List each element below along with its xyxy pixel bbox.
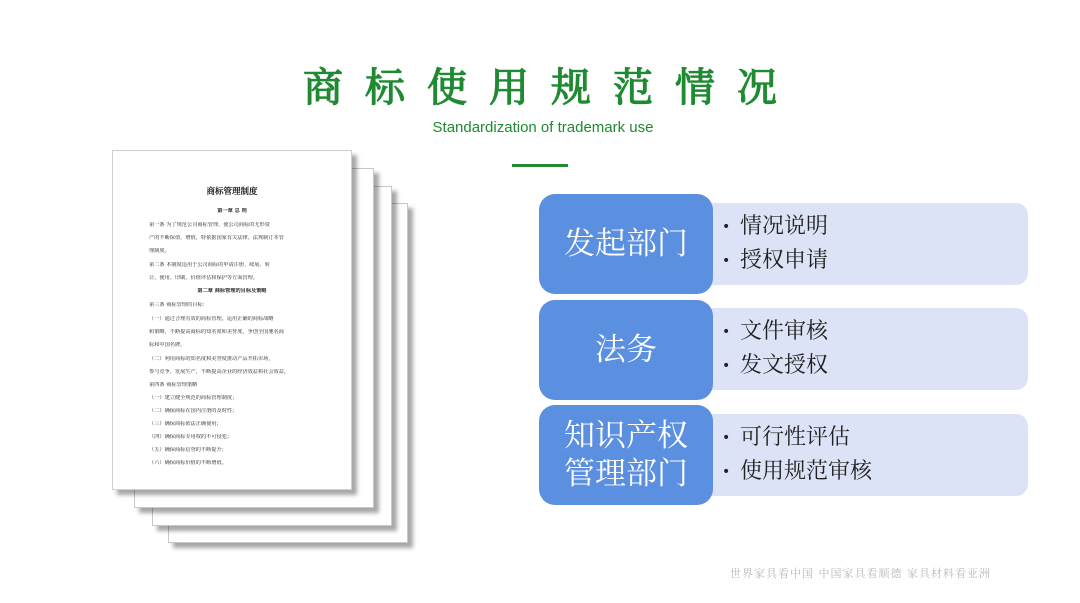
document-line: 第一条 为了规范公司商标管理，使公司商标的无形资: [149, 222, 270, 228]
row-label-text: 发起部门: [564, 226, 688, 262]
document-line: 标和中国名牌。: [149, 342, 186, 348]
row-initiating-dept-label: [539, 194, 713, 294]
bullet-text: 发文授权: [740, 353, 829, 378]
row-legal-items: [722, 315, 1022, 383]
document-line: 参与竞争，发展生产，不断提高企业的经济效益和社会效益。: [149, 369, 290, 375]
row-label-line: 知识产权: [564, 418, 688, 454]
document-line: （六）确保商标价值的不断增值。: [149, 460, 227, 466]
title-underline: [512, 164, 568, 167]
bullet-dot-icon: •: [722, 219, 731, 235]
row-initiating-dept-items: [722, 210, 1022, 278]
document-line: 第三条 商标管理的目标：: [149, 302, 208, 308]
document-line: 产的不断保值、增值，特依据国家有关法律、法规制订本管: [149, 235, 284, 241]
bullet-dot-icon: •: [722, 430, 731, 446]
document-line: 第四条 商标管理策略: [149, 382, 198, 388]
document-line: （一）通过合理有效的商标管理，运用正确的商标战略: [149, 316, 274, 322]
footer-slogan: 世界家具看中国 中国家具看顺德 家具材料看亚洲: [730, 567, 991, 580]
document-line: （二）利用商标的知名度和美誉度推动产品开拓市场，: [149, 356, 274, 362]
row-ip-dept-label: [539, 405, 713, 505]
document-line: 第一章 总 则: [217, 208, 247, 214]
document-line: （二）确保商标在国内注册的及时性；: [149, 408, 238, 414]
bullet-item: [722, 210, 1022, 244]
page-subtitle: Standardization of trademark use: [432, 119, 654, 136]
bullet-dot-icon: •: [722, 324, 731, 340]
document-line: （四）确保商标专用权的不可侵犯；: [149, 434, 233, 440]
document-line: 第二章 商标管理的目标及策略: [197, 288, 267, 294]
bullet-item: [722, 315, 1022, 349]
document-line: 第二条 本制度适用于公司商标的申请注册、续展、转: [149, 262, 270, 268]
row-label-text: [564, 417, 688, 493]
bullet-dot-icon: •: [722, 253, 731, 269]
bullet-text: 情况说明: [740, 214, 829, 239]
row-label-text: 法务: [595, 332, 657, 368]
document-content: [113, 151, 351, 489]
bullet-text: 授权申请: [740, 248, 829, 273]
bullet-item: [722, 349, 1022, 383]
row-legal-label: [539, 300, 713, 400]
document-page-front: [112, 150, 352, 490]
bullet-text: 使用规范审核: [740, 459, 873, 484]
document-line: （三）确保商标依法正确使用；: [149, 421, 222, 427]
bullet-item: [722, 455, 1022, 489]
document-line: 和策略，不断提高商标的知名度和美誉度，争创全国驰名商: [149, 329, 284, 335]
document-line: 让、使用、印刷、价值评估和保护等方面管理。: [149, 275, 258, 281]
document-line: （一）建立健全规范的商标管理制度；: [149, 395, 238, 401]
page-title: 商标使用规范情况: [303, 65, 799, 111]
bullet-text: 文件审核: [740, 319, 829, 344]
document-line: 理制度。: [149, 248, 170, 254]
document-title: 商标管理制度: [206, 187, 258, 197]
bullet-item: [722, 244, 1022, 278]
bullet-dot-icon: •: [722, 358, 731, 374]
bullet-item: [722, 421, 1022, 455]
bullet-text: 可行性评估: [740, 425, 851, 450]
row-label-line: 管理部门: [564, 456, 688, 492]
bullet-dot-icon: •: [722, 464, 731, 480]
document-line: （五）确保商标信誉的不断提升；: [149, 447, 227, 453]
row-ip-dept-items: [722, 421, 1022, 489]
